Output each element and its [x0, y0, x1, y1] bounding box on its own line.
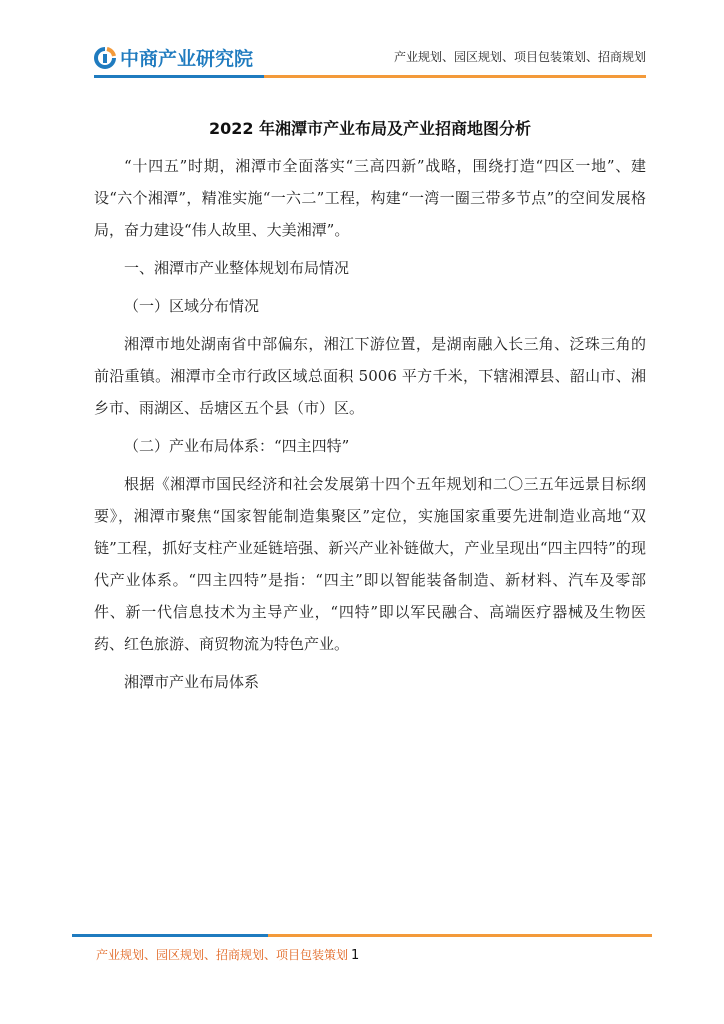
footer-divider-blue: [72, 934, 268, 937]
region-paragraph: 湘潭市地处湖南省中部偏东，湘江下游位置，是湖南融入长三角、泛珠三角的前沿重镇。湘潭市全市行政区域总面积 5006 平方千米，下辖湘潭县、韶山市、湘乡市、雨湖区、岳塘区五个县（市）区。: [94, 335, 646, 417]
page-number: 1: [351, 948, 360, 963]
company-logo: [94, 44, 253, 71]
document-title: 2022 年湘潭市产业布局及产业招商地图分析: [208, 119, 532, 138]
logo-text: 中商产业研究院: [120, 48, 254, 70]
document-body: [94, 118, 646, 698]
logo-icon: [94, 47, 116, 69]
section-heading: 一、湘潭市产业整体规划布局情况: [124, 259, 350, 277]
subsection-heading: （一）区域分布情况: [124, 297, 260, 315]
industry-paragraph: 根据《湘潭市国民经济和社会发展第十四个五年规划和二〇三五年远景目标纲要》，湘潭市聚焦“国家智能制造集聚区”定位，实施国家重要先进制造业高地“双链”工程，抓好支柱产业延链培强、新兴产业补链做大，产业呈现出“四主四特”的现代产业体系。“四主四特”是指：“四主”即以智能装备制造、新材料、汽车及零部件、新一代信息技术为主导产业，“四特”即以军民融合、高端医疗器械及生物医药、红色旅游、商贸物流为特色产业。: [94, 475, 646, 653]
header-tagline: 产业规划、园区规划、项目包装策划、招商规划: [393, 50, 646, 64]
footer-divider-orange: [268, 934, 652, 937]
page-footer: [96, 946, 359, 963]
page-header: [0, 0, 724, 80]
figure-caption: 湘潭市产业布局体系: [124, 673, 260, 691]
footer-text: 产业规划、园区规划、招商规划、项目包装策划: [96, 948, 349, 962]
intro-paragraph: “十四五”时期，湘潭市全面落实“三高四新”战略，围绕打造“四区一地”、建设“六个湘潭”，精准实施“一六二”工程，构建“一湾一圈三带多节点”的空间发展格局，奋力建设“伟人故里、大美湘潭”。: [94, 157, 646, 239]
subsection-heading: （二）产业布局体系：“四主四特”: [124, 437, 350, 455]
header-divider-blue: [94, 75, 264, 78]
header-divider-orange: [264, 75, 646, 78]
